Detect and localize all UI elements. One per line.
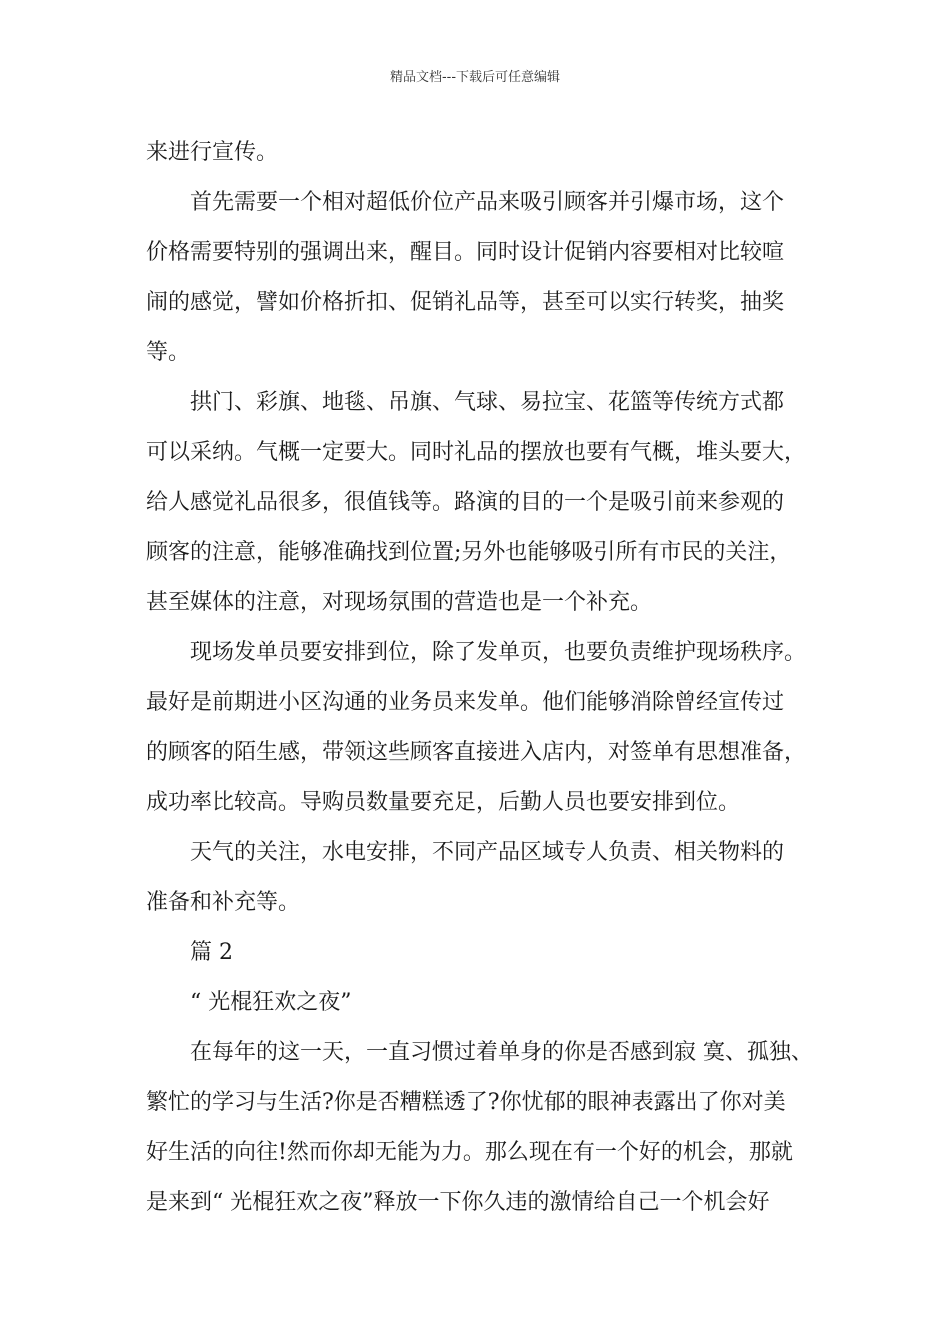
paragraph-4: 现场发单员要安排到位，除了发单页，也要负责维护现场秩序。 最好是前期进小区沟通的业务员来发单。他们能够消除曾经宣传过 的顾客的陌生感，带领这些顾客直接进入店内，对签单有思想准备， 成功率比较高。导购员数量要充足，后勤人员也要安排到位。 <box>146 640 807 815</box>
section-title: “ 光棍狂欢之夜” <box>190 990 352 1015</box>
paragraph-6: 在每年的这一天，一直习惯过着单身的你是否感到寂 寞、孤独、 繁忙的学习与生活?你是否糟糕透了?你忧郁的眼神表露出了你对美 好生活的向往!然而你却无能为力。那么现在有一个好的机会，那就 是来到“ 光棍狂欢之夜”释放一下你久违的激情给自己一个机会好 <box>146 1040 813 1215</box>
paragraph-1: 来进行宣传。 <box>146 140 279 165</box>
page-header: 精品文档---下载后可任意编辑 <box>389 70 561 85</box>
section-heading: 篇 2 <box>190 940 233 965</box>
paragraph-2: 首先需要一个相对超低价位产品来吸引顾客并引爆市场，这个 价格需要特别的强调出来，醒目。同时设计促销内容要相对比较喧 闹的感觉，譬如价格折扣、促销礼品等，甚至可以实行转奖，抽奖 等。 <box>146 190 785 365</box>
document-body <box>146 128 826 1228</box>
paragraph-5: 天气的关注，水电安排，不同产品区域专人负责、相关物料的 准备和补充等。 <box>146 840 785 915</box>
paragraph-3: 拱门、彩旗、地毯、吊旗、气球、易拉宝、花篮等传统方式都 可以采纳。气概一定要大。同时礼品的摆放也要有气概，堆头要大， 给人感觉礼品很多，很值钱等。路演的目的一个是吸引前来参观的 顾客的注意，能够准确找到位置;另外也能够吸引所有市民的关注， 甚至媒体的注意，对现场氛围的营造也是一个补充。 <box>146 390 807 615</box>
